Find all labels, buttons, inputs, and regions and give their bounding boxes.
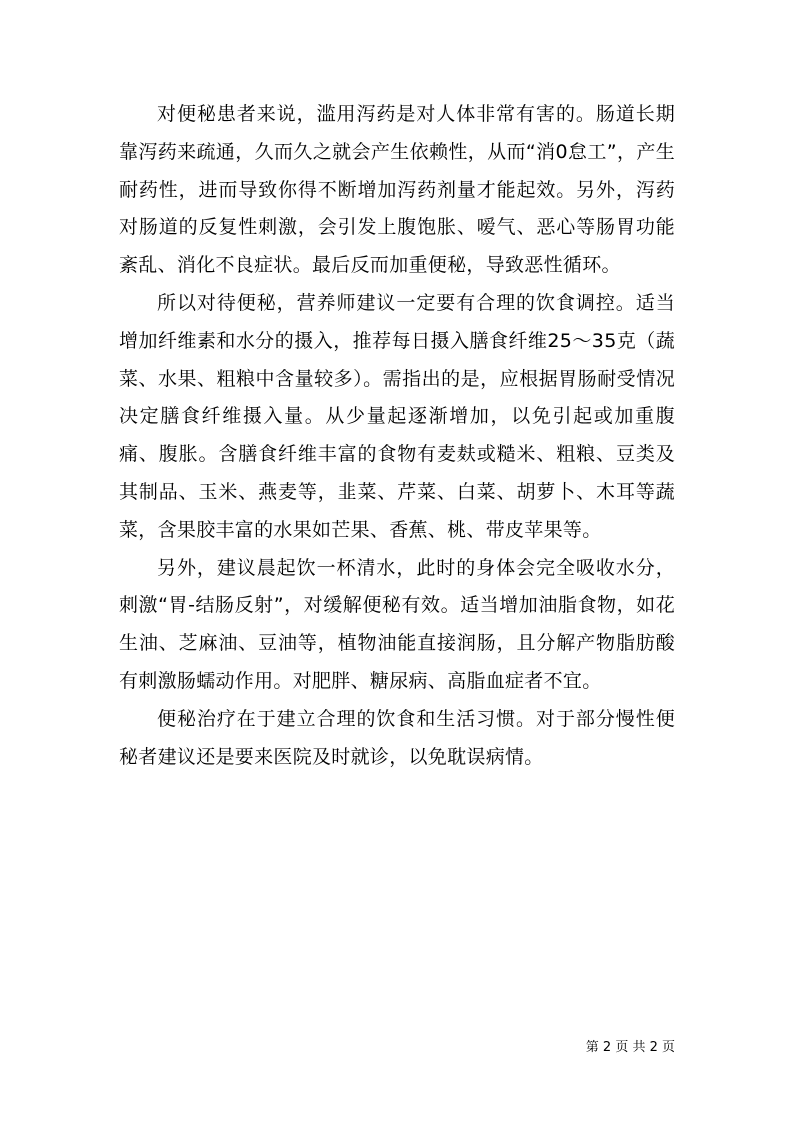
paragraph-treatment-habits: 便秘治疗在于建立合理的饮食和生活习惯。对于部分慢性便秘者建议还是要来医院及时就诊，以免耽误病情。	[119, 707, 675, 768]
paragraph-laxative-abuse: 对便秘患者来说，滥用泻药是对人体非常有害的。肠道长期靠泻药来疏通，久而久之就会产生依赖性，从而“消0怠工”，产生耐药性，进而导致你得不断增加泻药剂量才能起效。另外，泻药对肠道的反复性刺激，会引发上腹饱胀、嗳气、恶心等肠胃功能紊乱、消化不良症状。最后反而加重便秘，导致恶性循环。	[119, 103, 675, 277]
document-body	[119, 96, 675, 776]
paragraph-water-and-oil: 另外，建议晨起饮一杯清水，此时的身体会完全吸收水分，刺激“胃-结肠反射”，对缓解便秘有效。适当增加油脂食物，如花生油、芝麻油、豆油等，植物油能直接润肠，且分解产物脂肪酸有刺激肠蠕动作用。对肥胖、糖尿病、高脂血症者不宜。	[119, 556, 675, 692]
page-number-footer: 第 2 页 共 2 页	[585, 1040, 675, 1055]
paragraph-dietary-advice: 所以对待便秘，营养师建议一定要有合理的饮食调控。适当增加纤维素和水分的摄入，推荐每日摄入膳食纤维25～35克（蔬菜、水果、粗粮中含量较多）。需指出的是，应根据胃肠耐受情况决定膳食纤维摄入量。从少量起逐渐增加，以免引起或加重腹痛、腹胀。含膳食纤维丰富的食物有麦麸或糙米、粗粮、豆类及其制品、玉米、燕麦等，韭菜、芹菜、白菜、胡萝卜、木耳等蔬菜，含果胶丰富的水果如芒果、香蕉、桃、带皮苹果等。	[119, 291, 675, 541]
